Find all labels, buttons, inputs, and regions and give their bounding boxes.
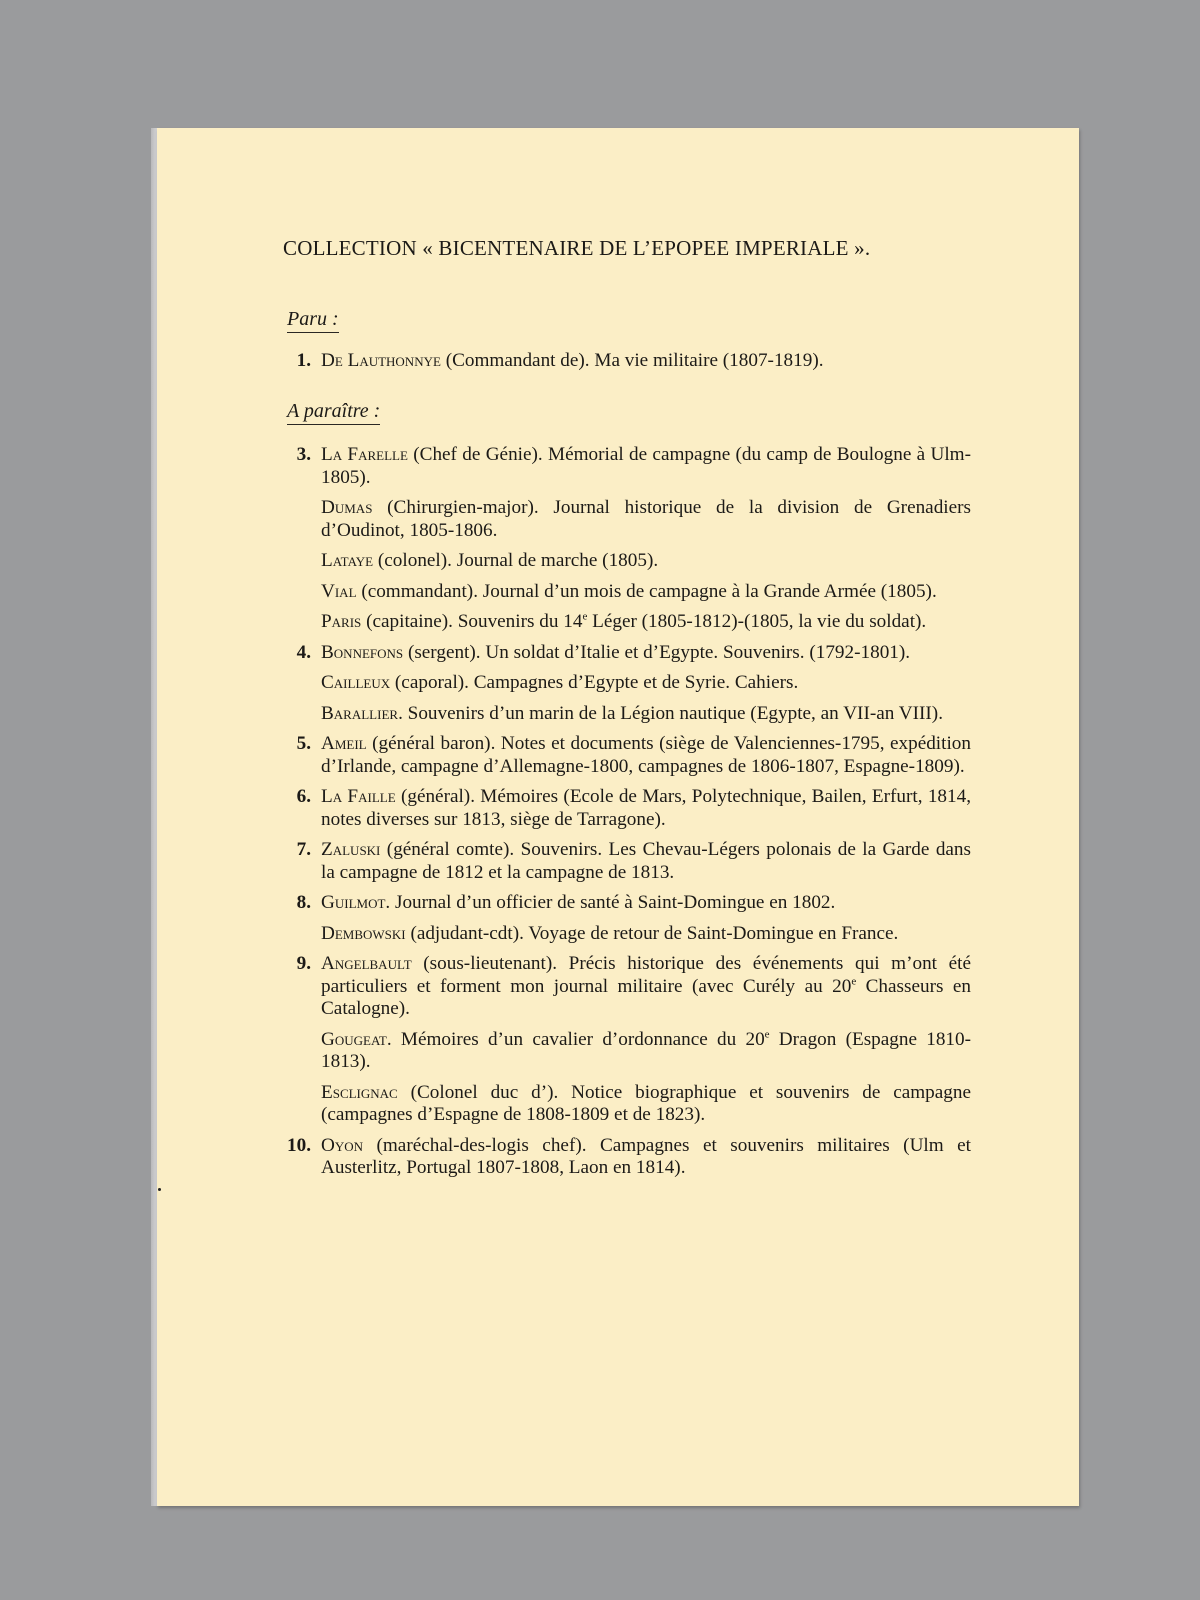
- entry-text: (caporal). Campagnes d’Egypte et de Syrie. Cahiers.: [390, 672, 799, 693]
- entry-author: Barallier: [321, 702, 399, 724]
- entry-text: (général baron). Notes et documents (siège de Valenciennes-1795, expédition d’Irlande, campagne d’Allemagne-1800, campagnes de 1806-1807, Espagne-1809).: [321, 733, 971, 777]
- forthcoming-label: A paraître :: [287, 400, 380, 425]
- entry-text: (Chef de Génie). Mémorial de campagne (du camp de Boulogne à Ulm-1805).: [321, 444, 972, 488]
- collection-title: COLLECTION « BICENTENAIRE DE L’EPOPEE IMPERIALE ».: [283, 236, 871, 260]
- list-item: [283, 703, 971, 726]
- forthcoming-list: [283, 444, 971, 1188]
- entry-author: Cailleux: [321, 672, 391, 693]
- list-item: [283, 733, 971, 778]
- list-item: [283, 444, 971, 489]
- entry-text: . Souvenirs d’un marin de la Légion nautique (Egypte, an VII-an VIII).: [398, 702, 943, 724]
- entry-author: Zaluski: [321, 839, 381, 860]
- entry-author: Oyon: [321, 1134, 364, 1156]
- entry-number: 8.: [296, 892, 311, 913]
- entry-number: 9.: [296, 953, 311, 974]
- entry-author: La Farelle: [321, 444, 408, 465]
- list-item: [283, 1082, 971, 1127]
- entry-text: (commandant). Journal d’un mois de campagne à la Grande Armée (1805).: [356, 580, 937, 602]
- superscript: e: [851, 975, 857, 988]
- entry-text: (maréchal-des-logis chef). Campagnes et souvenirs militaires (Ulm et Austerlitz, Portugal 1807-1808, Laon en 1814).: [321, 1134, 971, 1178]
- list-item: [283, 497, 971, 542]
- entry-number: 7.: [296, 839, 311, 860]
- list-item: [283, 953, 971, 1021]
- published-list: [283, 350, 971, 381]
- entry-text: (sous-lieutenant). Précis historique des événements qui m’ont été particuliers et forment mon journal militaire (avec Curély au 20: [321, 953, 971, 997]
- entry-author: Angelbault: [321, 953, 412, 974]
- entry-text: (adjudant-cdt). Voyage de retour de Saint-Domingue en France.: [405, 922, 899, 944]
- entry-text: Léger (1805-1812)-(1805, la vie du soldat).: [587, 611, 927, 632]
- list-item: [283, 786, 971, 831]
- list-item: [283, 839, 971, 884]
- entry-number: 10.: [287, 1134, 311, 1156]
- published-label: Paru :: [287, 308, 339, 333]
- ink-speck: [158, 1188, 161, 1191]
- entry-author: Dumas: [321, 497, 373, 518]
- list-item: [283, 923, 971, 946]
- entry-number: 3.: [296, 444, 311, 465]
- entry-text: (général comte). Souvenirs. Les Chevau-Légers polonais de la Garde dans la campagne de 1812 et la campagne de 1813.: [321, 839, 971, 883]
- entry-author: Vial: [321, 580, 357, 602]
- superscript: e: [582, 610, 588, 623]
- superscript: e: [764, 1028, 770, 1041]
- entry-author: Esclignac: [321, 1081, 398, 1103]
- list-item: [283, 581, 971, 604]
- list-item: [283, 550, 971, 573]
- entry-number: 6.: [296, 786, 311, 807]
- entry-text: (Colonel duc d’). Notice biographique et souvenirs de campagne (campagnes d’Espagne de 1808-1809 et de 1823).: [321, 1081, 971, 1125]
- entry-author: Gougeat: [321, 1028, 387, 1050]
- book-back-cover: [157, 128, 1079, 1506]
- entry-author: Paris: [321, 611, 362, 632]
- entry-text: . Mémoires d’un cavalier d’ordonnance du 20: [386, 1028, 765, 1050]
- list-item: [283, 642, 971, 665]
- list-item: [283, 350, 971, 373]
- entry-author: Ameil: [321, 733, 367, 754]
- list-item: [283, 672, 971, 695]
- list-item: [283, 892, 971, 915]
- entry-text: Chasseurs en Catalogne).: [321, 975, 971, 1019]
- list-item: [283, 611, 971, 634]
- list-item: [283, 1029, 971, 1074]
- entry-number: 1.: [296, 350, 311, 371]
- entry-author: Guilmot: [321, 892, 386, 913]
- entry-author: La Faille: [321, 786, 396, 807]
- entry-author: Lataye: [321, 550, 374, 571]
- entry-text: (général). Mémoires (Ecole de Mars, Polytechnique, Bailen, Erfurt, 1814, notes diverses sur 1813, siège de Tarragone).: [321, 786, 971, 830]
- entry-text: (colonel). Journal de marche (1805).: [373, 550, 659, 571]
- entry-text: (Chirurgien-major). Journal historique de la division de Grenadiers d’Oudinot, 1805-1806.: [321, 497, 971, 541]
- entry-text: (capitaine). Souvenirs du 14: [361, 611, 583, 632]
- entry-number: 4.: [296, 641, 311, 663]
- entry-text: (sergent). Un soldat d’Italie et d’Egypte. Souvenirs. (1792-1801).: [403, 641, 911, 663]
- entry-author: Dembowski: [321, 922, 406, 944]
- entry-number: 5.: [296, 733, 311, 754]
- entry-author: De Lauthonnye: [321, 350, 441, 371]
- list-item: [283, 1135, 971, 1180]
- entry-text: Dragon (Espagne 1810-1813).: [321, 1028, 971, 1072]
- entry-text: . Journal d’un officier de santé à Saint-Domingue en 1802.: [385, 892, 836, 913]
- entry-text: (Commandant de). Ma vie militaire (1807-1819).: [440, 350, 824, 371]
- entry-author: Bonnefons: [321, 641, 404, 663]
